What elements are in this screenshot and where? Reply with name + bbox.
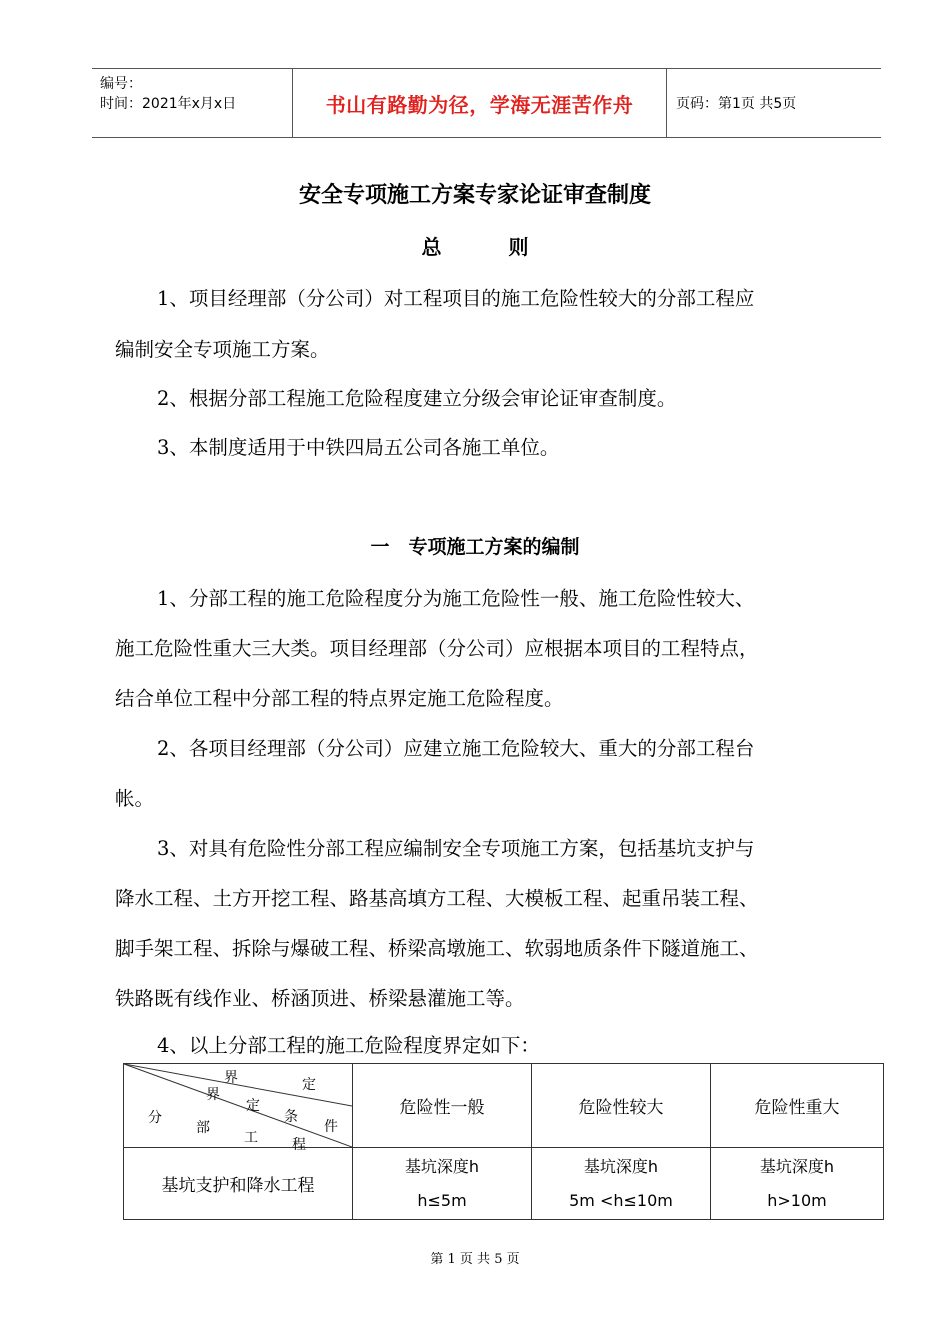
cell-line: h≤5m (417, 1190, 467, 1210)
cell-line: h>10m (767, 1190, 827, 1210)
diag-label: 件 (324, 1119, 338, 1135)
diag-label: 工 (244, 1130, 258, 1146)
page-footer: 第 1 页 共 5 页 (430, 1252, 520, 1267)
diag-label: 分 (148, 1110, 162, 1126)
general-heading: 总 则 (421, 235, 529, 259)
header-general: 危险性一般 (353, 1064, 532, 1148)
header-meta (92, 69, 292, 137)
paragraph-line: 2、各项目经理部（分公司）应建立施工危险较大、重大的分部工程台 (157, 737, 755, 760)
paragraph-line: 2、根据分部工程施工危险程度建立分级会审论证审查制度。 (157, 387, 677, 410)
hazard-level-table (123, 1063, 884, 1220)
diag-label: 界 (224, 1070, 238, 1086)
paragraph-line: 脚手架工程、拆除与爆破工程、桥梁高墩施工、软弱地质条件下隧道施工、 (115, 937, 759, 960)
header-major: 危险性重大 (711, 1064, 884, 1148)
diag-label: 条 (284, 1109, 298, 1125)
header-motto-cell (292, 69, 667, 137)
document-header (92, 68, 881, 138)
paragraph-line: 1、分部工程的施工危险程度分为施工危险性一般、施工危险性较大、 (157, 587, 755, 610)
motto-text: 书山有路勤为径，学海无涯苦作舟 (325, 92, 634, 117)
header-larger: 危险性较大 (532, 1064, 711, 1148)
time-label: 时间：2021年x月x日 (100, 96, 237, 112)
row-name: 基坑支护和降水工程 (124, 1148, 353, 1220)
diag-label: 部 (196, 1120, 210, 1136)
paragraph-line: 结合单位工程中分部工程的特点界定施工危险程度。 (115, 687, 564, 710)
paragraph-line: 铁路既有线作业、桥涵顶进、桥梁悬灌施工等。 (115, 987, 525, 1010)
paragraph-line: 帐。 (115, 787, 155, 810)
doc-number-label: 编号： (100, 76, 142, 92)
cell-line: 基坑深度h (583, 1156, 659, 1176)
cell-line: 基坑深度h (404, 1156, 480, 1176)
diag-label: 定 (302, 1077, 316, 1093)
table-row (124, 1148, 884, 1220)
section-heading: 一 专项施工方案的编制 (370, 536, 580, 558)
cell-line: 5m <h≤10m (569, 1190, 673, 1210)
paragraph-line: 降水工程、土方开挖工程、路基高填方工程、大模板工程、起重吊装工程、 (115, 887, 759, 910)
table-cell (711, 1148, 884, 1220)
page-number-label: 页码：第1页 共5页 (676, 96, 797, 112)
cell-line: 基坑深度h (759, 1156, 835, 1176)
table-cell (353, 1148, 532, 1220)
header-page-cell (666, 69, 881, 137)
diagonal-header-cell (124, 1064, 353, 1153)
document-title: 安全专项施工方案专家论证审查制度 (298, 183, 651, 208)
table-header-row (124, 1064, 884, 1148)
diagonal-lines (124, 1064, 352, 1147)
paragraph-line: 4、以上分部工程的施工危险程度界定如下： (157, 1034, 540, 1057)
diag-label: 程 (292, 1137, 306, 1153)
paragraph-line: 1、项目经理部（分公司）对工程项目的施工危险性较大的分部工程应 (157, 287, 755, 310)
diag-label: 界 (206, 1087, 220, 1103)
paragraph-line: 施工危险性重大三大类。项目经理部（分公司）应根据本项目的工程特点， (115, 637, 759, 660)
diag-label: 定 (246, 1098, 260, 1114)
paragraph-line: 3、对具有危险性分部工程应编制安全专项施工方案，包括基坑支护与 (157, 837, 755, 860)
paragraph-line: 3、本制度适用于中铁四局五公司各施工单位。 (157, 436, 560, 459)
table-cell (532, 1148, 711, 1220)
paragraph-line: 编制安全专项施工方案。 (115, 338, 330, 361)
